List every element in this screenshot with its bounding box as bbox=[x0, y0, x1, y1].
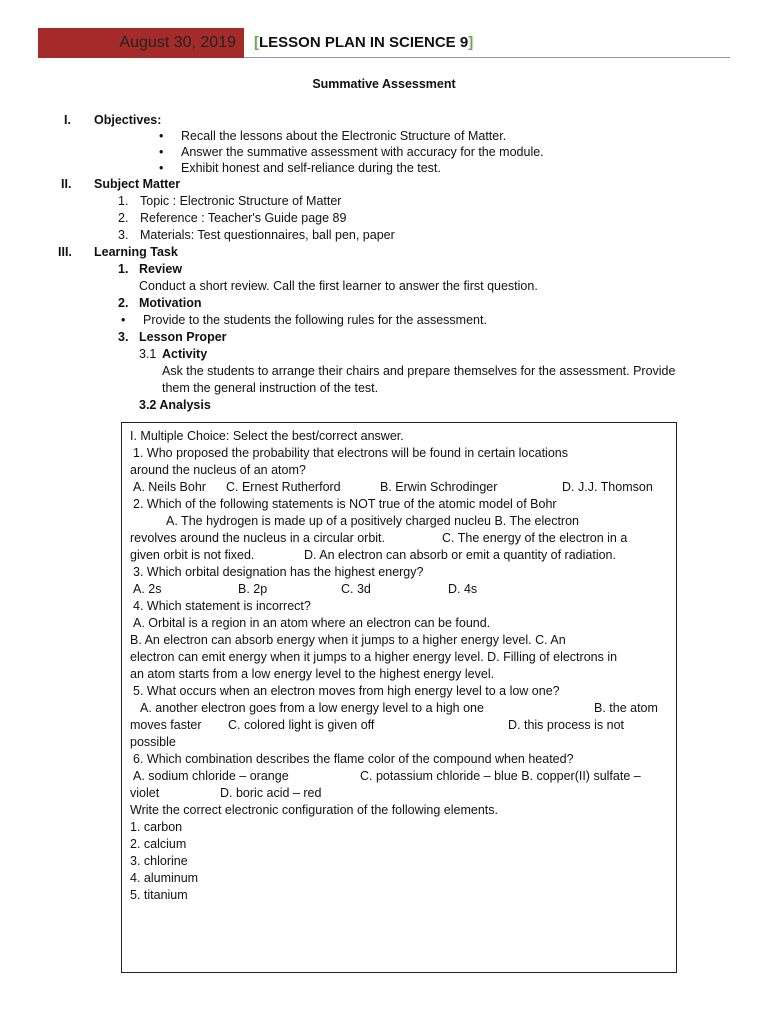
activity-text-line2: them the general instruction of the test. bbox=[162, 381, 379, 395]
test-line-segment: 5. titanium bbox=[130, 888, 188, 902]
objective-item: • Exhibit honest and self-reliance during the test. bbox=[181, 160, 441, 177]
section-numeral-1: I. bbox=[64, 113, 71, 127]
test-line-segment: 3. chlorine bbox=[130, 854, 188, 868]
section-numeral-2: II. bbox=[61, 177, 72, 191]
activity-text-line1: Ask the students to arrange their chairs and prepare themselves for the assessment. Provide bbox=[162, 364, 676, 378]
test-line-segment: 2. calcium bbox=[130, 837, 187, 851]
subject-item-text: Reference : Teacher's Guide page 89 bbox=[140, 211, 347, 225]
activity-num: 3.1 bbox=[139, 347, 157, 361]
test-line-segment: 1. Who proposed the probability that electrons will be found in certain locations bbox=[133, 446, 568, 460]
test-line-segment: B. 2p bbox=[238, 582, 268, 596]
header-rule bbox=[244, 57, 730, 58]
objective-item: • Answer the summative assessment with accuracy for the module. bbox=[181, 144, 544, 161]
subject-matter-heading: Subject Matter bbox=[94, 177, 181, 191]
test-line-segment: 4. aluminum bbox=[130, 871, 199, 885]
test-line-segment: C. The energy of the electron in a bbox=[442, 531, 628, 545]
test-line-segment: B. the atom bbox=[594, 701, 658, 715]
test-line-segment: 4. Which statement is incorrect? bbox=[133, 599, 311, 613]
test-line-segment: an atom starts from a low energy level to the highest energy level. bbox=[130, 667, 495, 681]
motivation-text: • Provide to the students the following rules for the assessment. bbox=[143, 312, 487, 329]
lesson-proper-heading: Lesson Proper bbox=[139, 330, 227, 344]
subject-item-num: 1. bbox=[118, 194, 129, 208]
test-line-segment: revolves around the nucleus in a circular orbit. bbox=[130, 531, 385, 545]
test-line-segment: D. this process is not bbox=[508, 718, 625, 732]
test-line-segment: D. 4s bbox=[448, 582, 478, 596]
test-line-segment: A. sodium chloride – orange bbox=[133, 769, 289, 783]
test-line-segment: C. colored light is given off bbox=[228, 718, 375, 732]
test-line-segment: 5. What occurs when an electron moves from high energy level to a low one? bbox=[133, 684, 560, 698]
test-line-segment: 6. Which combination describes the flame color of the compound when heated? bbox=[133, 752, 574, 766]
document-title: Summative Assessment bbox=[312, 77, 456, 91]
test-line-segment: C. potassium chloride – blue B. copper(II) sulfate – bbox=[360, 769, 641, 783]
test-line-segment: B. An electron can absorb energy when it jumps to a higher energy level. C. An bbox=[130, 633, 566, 647]
test-line-segment: B. Erwin Schrodinger bbox=[380, 480, 498, 494]
subject-item-text: Topic : Electronic Structure of Matter bbox=[140, 194, 342, 208]
review-text: Conduct a short review. Call the first learner to answer the first question. bbox=[139, 279, 538, 293]
objective-item: • Recall the lessons about the Electronic Structure of Matter. bbox=[181, 128, 506, 145]
test-line-segment: violet bbox=[130, 786, 160, 800]
test-line-segment: D. An electron can absorb or emit a quantity of radiation. bbox=[304, 548, 616, 562]
subject-item-num: 2. bbox=[118, 211, 129, 225]
test-line-segment: A. another electron goes from a low energy level to a high one bbox=[140, 701, 484, 715]
test-line-segment: 1. carbon bbox=[130, 820, 183, 834]
test-line-segment: A. The hydrogen is made up of a positively charged nucleu B. The electron bbox=[166, 514, 579, 528]
motivation-num: 2. bbox=[118, 296, 129, 310]
test-line-segment: A. Neils Bohr bbox=[133, 480, 206, 494]
test-line-segment: moves faster bbox=[130, 718, 202, 732]
test-questions-box bbox=[121, 422, 677, 973]
test-line-segment: 2. Which of the following statements is NOT true of the atomic model of Bohr bbox=[133, 497, 557, 511]
subject-item-num: 3. bbox=[118, 228, 129, 242]
test-line-segment: C. Ernest Rutherford bbox=[226, 480, 341, 494]
test-line-segment: A. Orbital is a region in an atom where an electron can be found. bbox=[133, 616, 491, 630]
test-line-segment: A. 2s bbox=[133, 582, 162, 596]
analysis-heading: 3.2 Analysis bbox=[139, 398, 211, 412]
test-line-segment: D. boric acid – red bbox=[220, 786, 322, 800]
section-numeral-3: III. bbox=[58, 245, 72, 259]
test-line-segment: C. 3d bbox=[341, 582, 371, 596]
test-line-segment: 3. Which orbital designation has the highest energy? bbox=[133, 565, 424, 579]
test-line-segment: electron can emit energy when it jumps to a higher energy level. D. Filling of electrons in bbox=[130, 650, 618, 664]
test-line-segment: Write the correct electronic configuration of the following elements. bbox=[130, 803, 499, 817]
activity-heading: Activity bbox=[162, 347, 208, 361]
review-num: 1. bbox=[118, 262, 129, 276]
lesson-proper-num: 3. bbox=[118, 330, 129, 344]
test-line-segment: I. Multiple Choice: Select the best/correct answer. bbox=[130, 429, 404, 443]
bracket-close: ] bbox=[468, 34, 474, 51]
header-title bbox=[254, 34, 473, 51]
test-line-segment: around the nucleus of an atom? bbox=[130, 463, 306, 477]
motivation-heading: Motivation bbox=[139, 296, 202, 310]
test-line-segment: given orbit is not fixed. bbox=[130, 548, 255, 562]
test-line-segment: possible bbox=[130, 735, 176, 749]
subject-item-text: Materials: Test questionnaires, ball pen, paper bbox=[140, 228, 395, 242]
bracket-open: [ bbox=[254, 34, 259, 51]
test-line-segment: D. J.J. Thomson bbox=[562, 480, 653, 494]
objectives-heading: Objectives: bbox=[94, 113, 162, 127]
review-heading: Review bbox=[139, 262, 183, 276]
learning-task-heading: Learning Task bbox=[94, 245, 178, 259]
header-date: August 30, 2019 bbox=[38, 28, 244, 58]
lesson-plan-title: LESSON PLAN IN SCIENCE 9 bbox=[259, 34, 469, 51]
